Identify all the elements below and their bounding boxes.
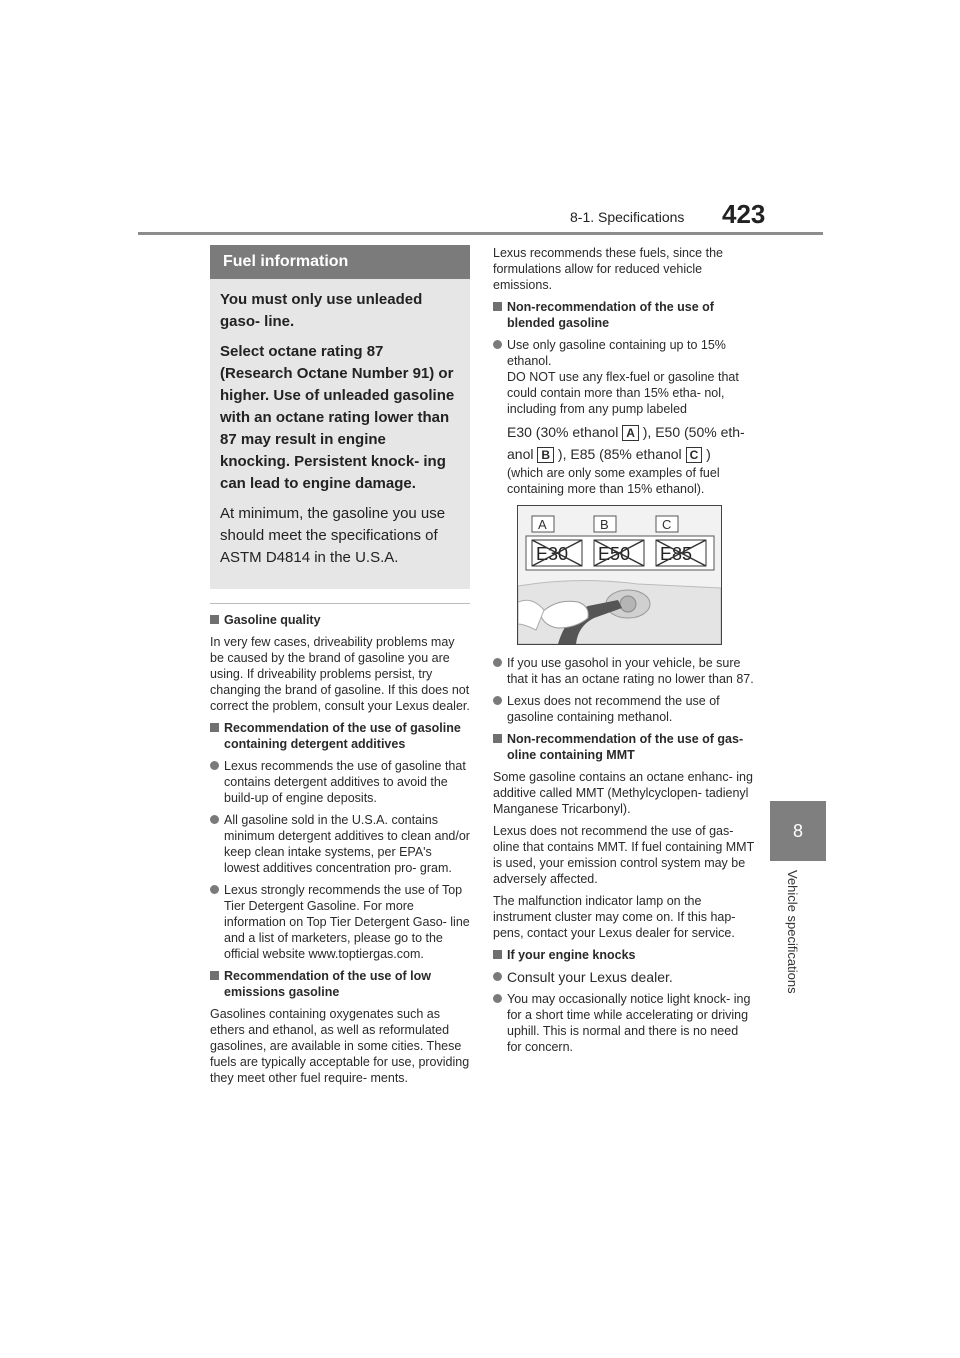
label-b-icon: B [537, 447, 554, 463]
heading-gasoline-quality: Gasoline quality [210, 612, 470, 628]
list-item [493, 337, 755, 497]
paragraph: Some gasoline contains an octane enhanc- ing additive called MMT (Methylcyclopen- tadienyl Manganese Tricarbonyl). [493, 770, 753, 816]
svg-text:E50: E50 [598, 544, 631, 564]
bullet-dot-icon [493, 658, 502, 667]
blend-examples: E30 (30% ethanol A ), E50 (50% eth- anol B ), E85 (85% ethanol C ) [507, 424, 745, 462]
label-c-icon: C [686, 447, 703, 463]
header-divider [138, 232, 823, 235]
bullet-dot-icon [493, 994, 502, 1003]
figure-label-b-text: B [600, 517, 609, 532]
ethanol-limit: Use only gasoline containing up to 15% ethanol. [507, 338, 726, 368]
fuel-info-unleaded: You must only use unleaded gaso- line. [220, 291, 423, 330]
fuel-info-octane: Select octane rating 87 (Research Octane Number 91) or higher. Use of unleaded gasoline with an octane rating lower than 87 may result in engine knocking. Persistent knock- ing can lead to engine damage. [220, 343, 455, 492]
list-item: If you use gasohol in your vehicle, be sure that it has an octane rating no lower than 87. [493, 655, 755, 687]
figure-label-a-text: A [538, 517, 547, 532]
bullet-dot-icon [493, 340, 502, 349]
list-item: Lexus strongly recommends the use of Top Tier Detergent Gasoline. For more information on Top Tier Detergent Gaso- line and a list of marketers, please go to the official website www.toptiergas.com. [210, 882, 470, 962]
heading-engine-knocks: If your engine knocks [493, 947, 755, 963]
bullet-dot-icon [493, 696, 502, 705]
chapter-number: 8 [792, 820, 803, 841]
square-bullet-icon [210, 615, 219, 624]
examples-note: (which are only some examples of fuel containing more than 15% ethanol). [507, 466, 720, 496]
bullet-dot-icon [493, 972, 502, 981]
square-bullet-icon [493, 302, 502, 311]
flex-fuel-warning: DO NOT use any flex-fuel or gasoline that could contain more than 15% etha- nol, including from any pump labeled [507, 370, 739, 416]
paragraph: In very few cases, driveability problems may be caused by the brand of gasoline you are using. If driveability problems persist, try changing the brand of gasoline. If this does not correct the problem, consult your Lexus dealer. [210, 635, 470, 713]
heading-low-emissions: Recommendation of the use of low emissions gasoline [210, 968, 470, 1000]
heading-blended-gasoline: Non-recommendation of the use of blended gasoline [493, 299, 755, 331]
svg-text:E85: E85 [660, 544, 693, 564]
fuel-pump-illustration [518, 506, 721, 644]
chapter-tab[interactable] [770, 801, 826, 861]
list-item: You may occasionally notice light knock- ing for a short time while accelerating or driving uphill. This is normal and there is no need for concern. [493, 991, 755, 1055]
bullet-dot-icon [210, 815, 219, 824]
bullet-dot-icon [210, 761, 219, 770]
label-a-icon: A [622, 425, 639, 441]
fuel-label-illustration [517, 505, 722, 645]
svg-text:E30: E30 [536, 544, 569, 564]
fuel-e50-crossed [594, 540, 644, 566]
paragraph: Lexus recommends these fuels, since the formulations allow for reduced vehicle emissions. [493, 246, 723, 292]
fuel-info-box [210, 279, 470, 589]
list-item: Lexus does not recommend the use of gasoline containing methanol. [493, 693, 755, 725]
list-item: Lexus recommends the use of gasoline that contains detergent additives to avoid the build-up of engine deposits. [210, 758, 470, 806]
paragraph: Lexus does not recommend the use of gas- oline that contains MMT. If fuel containing MMT is used, your emission control system may be adversely affected. [493, 824, 754, 886]
heading-mmt: Non-recommendation of the use of gas- oline containing MMT [493, 731, 755, 763]
section-title: 8-1. Specifications [570, 209, 685, 225]
section-divider [210, 603, 470, 604]
fuel-info-title: Fuel information [210, 245, 470, 279]
fuel-e30-crossed [532, 540, 582, 566]
fuel-e85-crossed [656, 540, 706, 566]
square-bullet-icon [210, 723, 219, 732]
fuel-info-astm: At minimum, the gasoline you use should meet the specifications of ASTM D4814 in the U.S.A. [220, 505, 446, 566]
heading-detergent-additives: Recommendation of the use of gasoline containing detergent additives [210, 720, 470, 752]
list-item: Consult your Lexus dealer. [493, 969, 755, 985]
left-column [210, 245, 470, 1092]
right-column [493, 245, 755, 1061]
paragraph: Gasolines containing oxygenates such as ethers and ethanol, as well as reformulated gasolines, are available in some cities. These fuels are typically acceptable for use, providing they meet other fuel require- ments. [210, 1007, 470, 1085]
figure-label-c-text: C [662, 517, 672, 532]
page-number: 423 [722, 199, 766, 229]
paragraph: The malfunction indicator lamp on the instrument cluster may come on. If this hap- pens, contact your Lexus dealer for service. [493, 894, 736, 940]
bullet-dot-icon [210, 885, 219, 894]
square-bullet-icon [210, 971, 219, 980]
list-item: All gasoline sold in the U.S.A. contains minimum detergent additives to clean and/or keep clean intake systems, per EPA's lowest additives concentration pro- gram. [210, 812, 470, 876]
square-bullet-icon [493, 950, 502, 959]
chapter-title: Vehicle specifications [785, 870, 800, 994]
square-bullet-icon [493, 734, 502, 743]
